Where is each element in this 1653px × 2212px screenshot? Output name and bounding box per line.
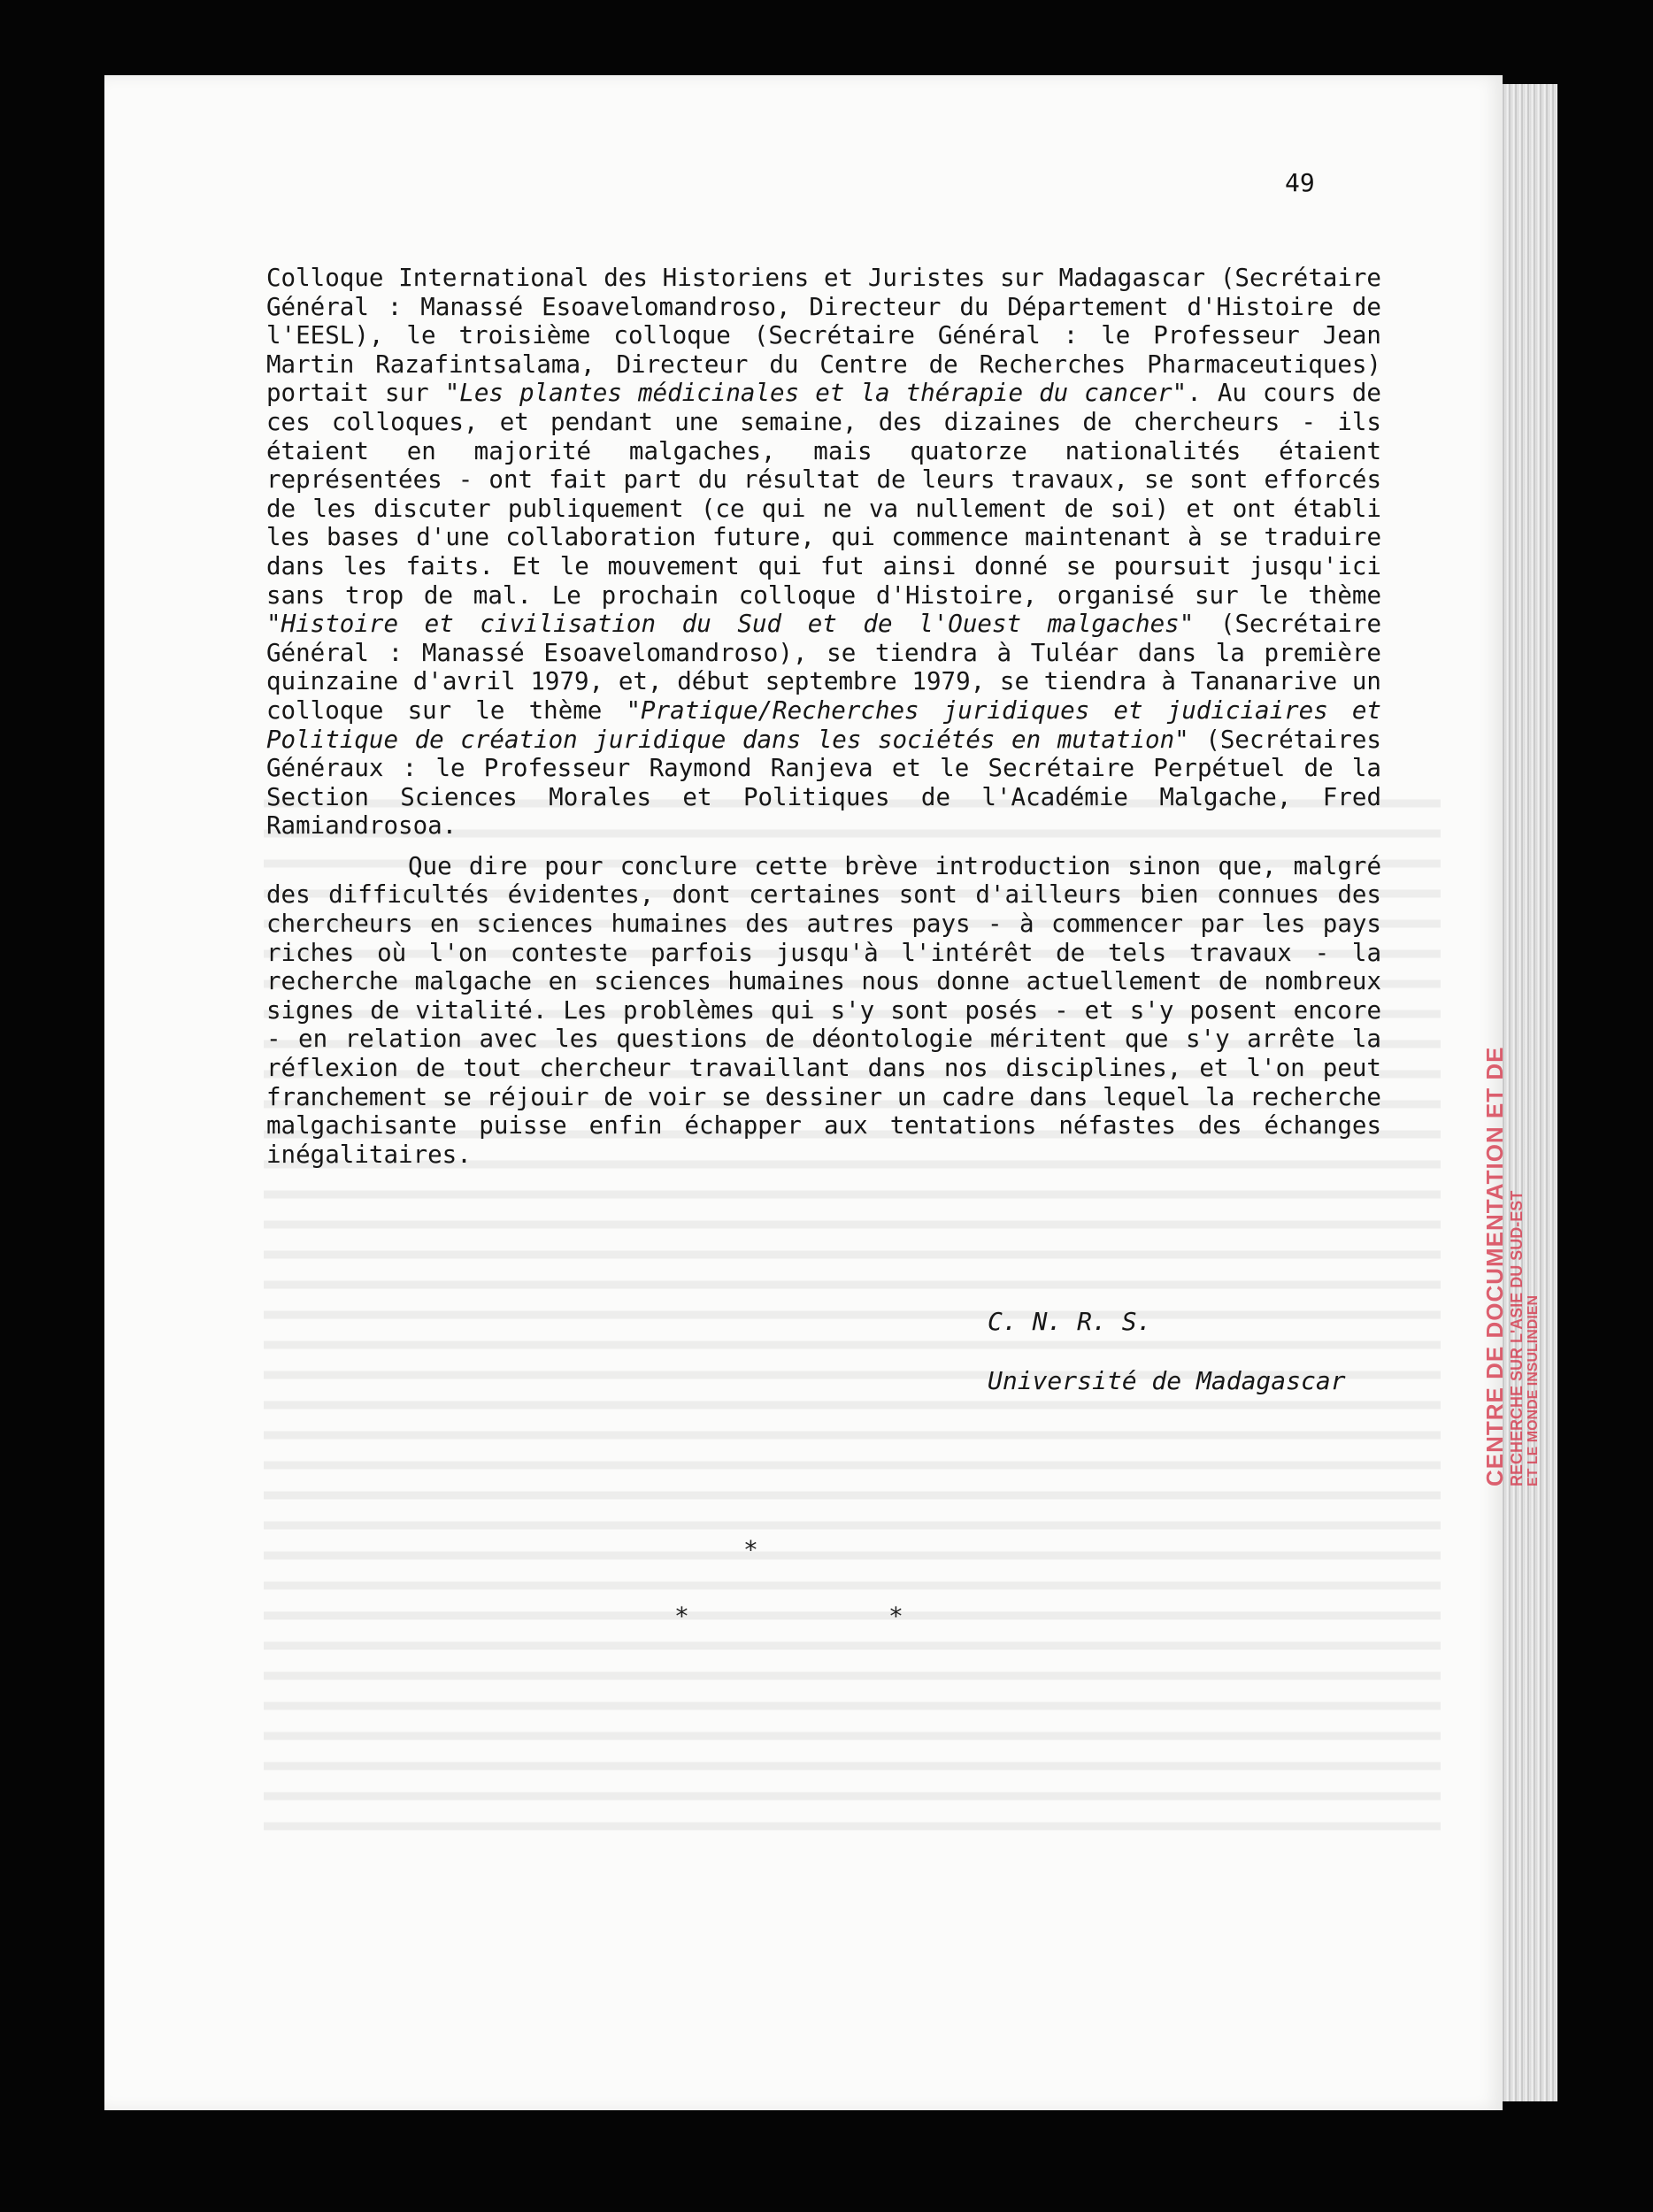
stamp-line-3: ET LE MONDE INSULINDIEN bbox=[1526, 1294, 1541, 1486]
paragraph-1 bbox=[266, 264, 1381, 841]
page-number: 49 bbox=[1285, 168, 1315, 197]
stamp-line-2: RECHERCHE SUR L'ASIE DU SUD-EST bbox=[1508, 1190, 1526, 1486]
p1-title-2: Histoire et civilisation du Sud et de l'Ouest malgaches bbox=[281, 610, 1180, 639]
p1-title-1: Les plantes médicinales et la thérapie du cancer bbox=[459, 379, 1172, 408]
p1-segment-3: " (Secrétaire Général : Manassé Esoavelomandroso), se tiendra à Tuléar dans la première quinzaine d'avril 1979, et, début septembre 1979, se tiendra à Tananarive un colloque sur le thème " bbox=[266, 610, 1382, 725]
asterism-star-left: * bbox=[674, 1601, 689, 1631]
p1-title-3: Pratique/Recherches juridiques et judiciaires et Politique de création juridique dans les sociétés en mutation bbox=[266, 695, 1381, 754]
stamp-line-1: CENTRE DE DOCUMENTATION ET DE bbox=[1481, 1046, 1508, 1486]
asterism-star-top: * bbox=[743, 1535, 758, 1564]
p1-segment-4: " (Secrétaires Généraux : le Professeur Raymond Ranjeva et le Secrétaire Perpétuel de la Section Sciences Morales et Politiques de l'Académie Malgache, Fred Ramiandrosoa. bbox=[266, 725, 1381, 841]
body-text bbox=[266, 264, 1381, 1169]
signature-cnrs: C. N. R. S. bbox=[988, 1307, 1152, 1336]
p1-segment-2: ". Au cours de ces colloques, et pendant une semaine, des dizaines de chercheurs - ils étaient en majorité malgaches, mais quatorze nationalités étaient représentées - ont fait part du résultat de leurs travaux, se sont efforcés de les discuter publiquement (ce qui ne va nullement de soi) et ont établi les bases d'une collaboration future, qui commence maintenant à se traduire dans les faits. Et le mouvement qui fut ainsi donné se poursuit jusqu'ici sans trop de mal. Le prochain colloque d'Histoire, organisé sur le thème " bbox=[266, 379, 1381, 639]
p1-segment-1: Colloque International des Historiens et Juristes sur Madagascar (Secrétaire Général : Manassé Esoavelomandroso, Directeur du Département d'Histoire de l'EESL), le troisième colloque (Secrétaire Général : le Professeur Jean Martin Razafintsalama, Directeur du Centre de Recherches Pharmaceutiques) portait sur " bbox=[266, 264, 1381, 408]
paragraph-2: Que dire pour conclure cette brève introduction sinon que, malgré des difficultés évidentes, dont certaines sont d'ailleurs bien connues des chercheurs en sciences humaines des autres pays - à commencer par les pays riches où l'on conteste parfois jusqu'à l'intérêt de tels travaux - la recherche malgache en sciences humaines nous donne actuellement de nombreux signes de vitalité. Les problèmes qui s'y sont posés - et s'y posent encore - en relation avec les questions de déontologie méritent que s'y arrête la réflexion de tout chercheur travaillant dans nos disciplines, et l'on peut franchement se réjouir de voir se dessiner un cadre dans lequel la recherche malgachisante puisse enfin échapper aux tentations néfastes des échanges inégalitaires. bbox=[266, 851, 1381, 1169]
library-stamp bbox=[1476, 938, 1547, 1486]
signature-university: Université de Madagascar bbox=[988, 1366, 1346, 1395]
asterism-star-right: * bbox=[888, 1601, 903, 1631]
